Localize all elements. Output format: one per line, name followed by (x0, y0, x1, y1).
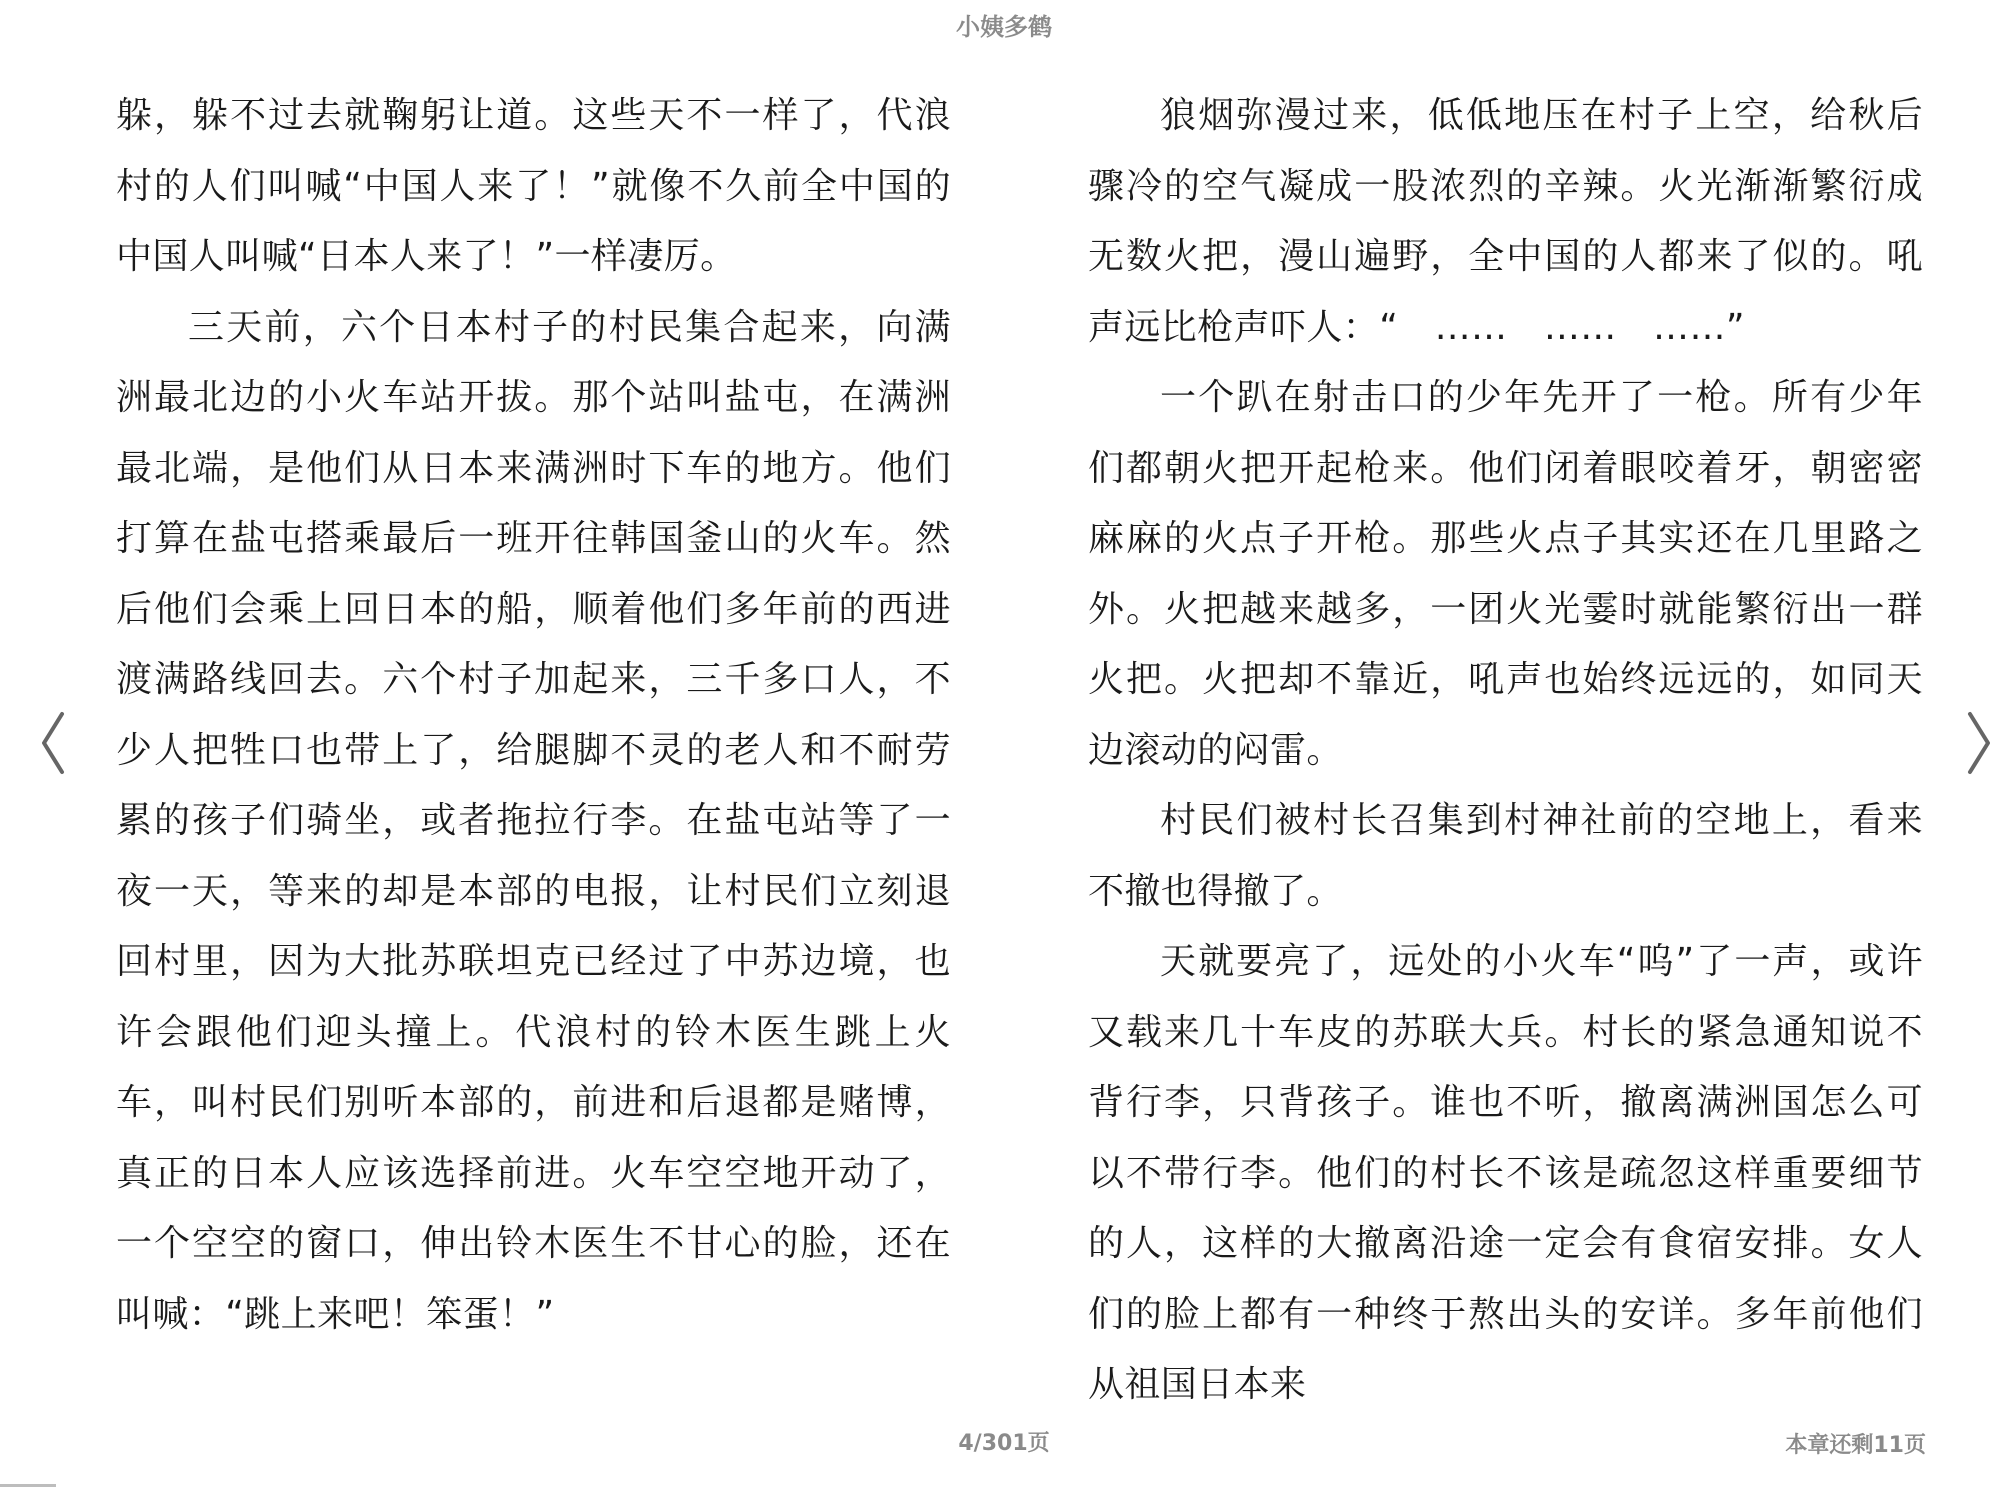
previous-page-button[interactable] (32, 708, 72, 778)
left-page (116, 81, 951, 1351)
chapter-remaining-label: 本章还剩11页 (1785, 1433, 1926, 1458)
next-page-button[interactable] (1960, 708, 2000, 778)
bottom-corner-divider (0, 1484, 56, 1487)
right-page (1088, 81, 1923, 1405)
chevron-right-icon (1960, 708, 2000, 778)
book-title: 小姨多鹤 (956, 13, 1052, 41)
paragraph: 狼烟弥漫过来，低低地压在村子上空，给秋后骤冷的空气凝成一股浓烈的辛辣。火光渐渐繁衍成无数火把，漫山遍野，全中国的人都来了似的。吼声远比枪声吓人：“ …… …… ……” (1088, 95, 1923, 348)
paragraph: 三天前，六个日本村子的村民集合起来，向满洲最北边的小火车站开拔。那个站叫盐屯，在满洲最北端，是他们从日本来满洲时下车的地方。他们打算在盐屯搭乘最后一班开往韩国釜山的火车。然后他们会乘上回日本的船，顺着他们多年前的西进渡满路线回去。六个村子加起来，三千多口人，不少人把牲口也带上了，给腿脚不灵的老人和不耐劳累的孩子们骑坐，或者拖拉行李。在盐屯站等了一夜一天，等来的却是本部的电报，让村民们立刻退回村里，因为大批苏联坦克已经过了中苏边境，也许会跟他们迎头撞上。代浪村的铃木医生跳上火车，叫村民们别听本部的，前进和后退都是赌博，真正的日本人应该选择前进。火车空空地开动了，一个空空的窗口，伸出铃木医生不甘心的脸，还在叫喊：“跳上来吧！笨蛋！” (116, 306, 951, 1335)
paragraph: 村民们被村长召集到村神社前的空地上，看来不撤也得撤了。 (1088, 800, 1923, 912)
chevron-left-icon (32, 708, 72, 778)
paragraph: 天就要亮了，远处的小火车“呜”了一声，或许又载来几十车皮的苏联大兵。村长的紧急通知说不背行李，只背孩子。谁也不听，撤离满洲国怎么可以不带行李。他们的村长不该是疏忽这样重要细节的人，这样的大撤离沿途一定会有食宿安排。女人们的脸上都有一种终于熬出头的安详。多年前他们从祖国日本来 (1088, 941, 1923, 1405)
paragraph: 一个趴在射击口的少年先开了一枪。所有少年们都朝火把开起枪来。他们闭着眼咬着牙，朝密密麻麻的火点子开枪。那些火点子其实还在几里路之外。火把越来越多，一团火光霎时就能繁衍出一群火把。火把却不靠近，吼声也始终远远的，如同天边滚动的闷雷。 (1088, 377, 1923, 771)
paragraph: 躲，躲不过去就鞠躬让道。这些天不一样了，代浪村的人们叫喊“中国人来了！”就像不久前全中国的中国人叫喊“日本人来了！”一样凄厉。 (116, 95, 951, 277)
page-indicator: 4/301页 (958, 1431, 1050, 1456)
